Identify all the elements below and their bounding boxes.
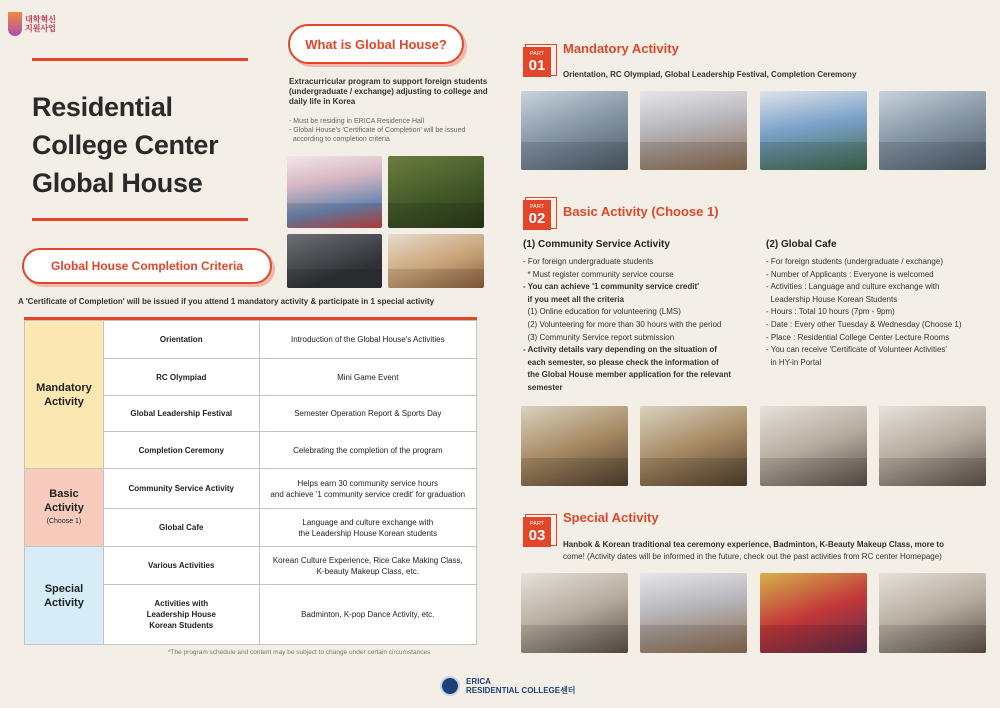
- photo-special-1: [521, 573, 628, 653]
- what-is-notes: - Must be residing in ERICA Residence Hall - Global House's 'Certificate of Completion' will be issued according to completion criteria: [289, 118, 466, 143]
- table-row: [25, 547, 477, 585]
- activity-name: Global Cafe: [103, 509, 259, 547]
- photo-craft: [388, 234, 484, 288]
- activity-desc: Semester Operation Report & Sports Day: [259, 396, 476, 432]
- title-bottom-line: [32, 218, 248, 221]
- photo-cafe-1: [760, 406, 867, 486]
- special-category: Special Activity: [25, 547, 104, 645]
- photo-tree-planting: [388, 156, 484, 228]
- activity-name: Orientation: [103, 321, 259, 359]
- part-02-badge: PART 02: [523, 200, 551, 230]
- activity-name: Community Service Activity: [103, 469, 259, 509]
- photo-volunteer-2: [640, 406, 747, 486]
- activity-desc: Badminton, K-pop Dance Activity, etc.: [259, 585, 476, 645]
- community-service-details: - For foreign undergraduate students * Must register community service course - You can achieve '1 community service credit' if you meet all the criteria (1) Online education for volunteering (LMS) (2) Volunteering for more than 30 hours with the period (3) Community Service report submission - Activity details vary depending on the situation of each semester, so please check the information of the Global House member application for the relevant semester: [523, 257, 732, 392]
- activity-desc: Mini Game Event: [259, 359, 476, 396]
- mandatory-category: Mandatory Activity: [25, 321, 104, 469]
- activity-desc: Introduction of the Global House's Activities: [259, 321, 476, 359]
- part-01-sub: Orientation, RC Olympiad, Global Leadership Festival, Completion Ceremony: [563, 70, 857, 79]
- activity-name: Activities with Leadership House Korean Students: [103, 585, 259, 645]
- activity-name: Various Activities: [103, 547, 259, 585]
- what-is-intro: Extracurricular program to support foreign students (undergraduate / exchange) adjusting to college and daily life in Korea: [289, 77, 488, 106]
- logo: [8, 10, 68, 38]
- photo-dance: [287, 234, 382, 288]
- logo-mark-icon: [8, 12, 22, 36]
- global-cafe-heading: (2) Global Cafe: [766, 239, 837, 250]
- part-03-title: Special Activity: [563, 510, 659, 525]
- table-row: [25, 321, 477, 359]
- photo-special-makeup: [879, 573, 986, 653]
- part-03-badge: PART 03: [523, 517, 551, 547]
- title-top-line: [32, 58, 248, 61]
- photo-orientation: [521, 91, 628, 170]
- logo-text: 대학혁신 지원사업: [25, 15, 56, 33]
- footnote: *The program schedule and content may be subject to change under certain circumstances: [168, 649, 431, 656]
- photo-festival: [760, 91, 867, 170]
- what-is-heading: What is Global House?: [288, 24, 464, 64]
- part-01-title: Mandatory Activity: [563, 41, 679, 56]
- university-seal-icon: [440, 676, 460, 696]
- table-row: [25, 469, 477, 509]
- criteria-heading: Global House Completion Criteria: [22, 248, 272, 284]
- activity-desc: Korean Culture Experience, Rice Cake Making Class, K-beauty Makeup Class, etc.: [259, 547, 476, 585]
- activity-desc: Language and culture exchange with the Leadership House Korean students: [259, 509, 476, 547]
- photo-cafe-2: [879, 406, 986, 486]
- page-title: Residential College Center Global House: [32, 92, 219, 198]
- community-service-heading: (1) Community Service Activity: [523, 239, 670, 250]
- footer-logo: ERICA RESIDENTIAL COLLEGE센터: [440, 676, 576, 696]
- activity-name: Completion Ceremony: [103, 432, 259, 469]
- part-03-sub: Hanbok & Korean traditional tea ceremony experience, Badminton, K-Beauty Makeup Class, more to come! (Activity dates will be informed in the future, check out the past activities from RC center Homepage): [563, 540, 944, 561]
- photo-olympiad: [640, 91, 747, 170]
- part-02-title: Basic Activity (Choose 1): [563, 204, 719, 219]
- activity-name: RC Olympiad: [103, 359, 259, 396]
- activity-desc: Helps earn 30 community service hours and achieve '1 community service credit' for graduation: [259, 469, 476, 509]
- photo-ceremony: [879, 91, 986, 170]
- part-01-badge: PART 01: [523, 47, 551, 77]
- photo-special-badminton: [640, 573, 747, 653]
- criteria-table: [24, 320, 477, 645]
- photo-volunteer-1: [521, 406, 628, 486]
- criteria-note: A 'Certificate of Completion' will be issued if you attend 1 mandatory activity & participate in 1 special activity: [18, 297, 435, 306]
- activity-name: Global Leadership Festival: [103, 396, 259, 432]
- basic-category: Basic Activity (Choose 1): [25, 469, 104, 547]
- photo-hanbok-blossom: [287, 156, 382, 228]
- global-cafe-details: - For foreign students (undergraduate / exchange) - Number of Applicants : Everyone is welcomed - Activities : Language and culture exchange with Leadership House Korean Students - Hours : Total 10 hours (7pm - 9pm) - Date : Every other Tuesday & Wednesday (Choose 1) - Place : Residential College Center Lecture Rooms - You can receive 'Certificate of Volunteer Activities' in HY-in Portal: [766, 257, 962, 367]
- activity-desc: Celebrating the completion of the program: [259, 432, 476, 469]
- photo-special-hanbok: [760, 573, 867, 653]
